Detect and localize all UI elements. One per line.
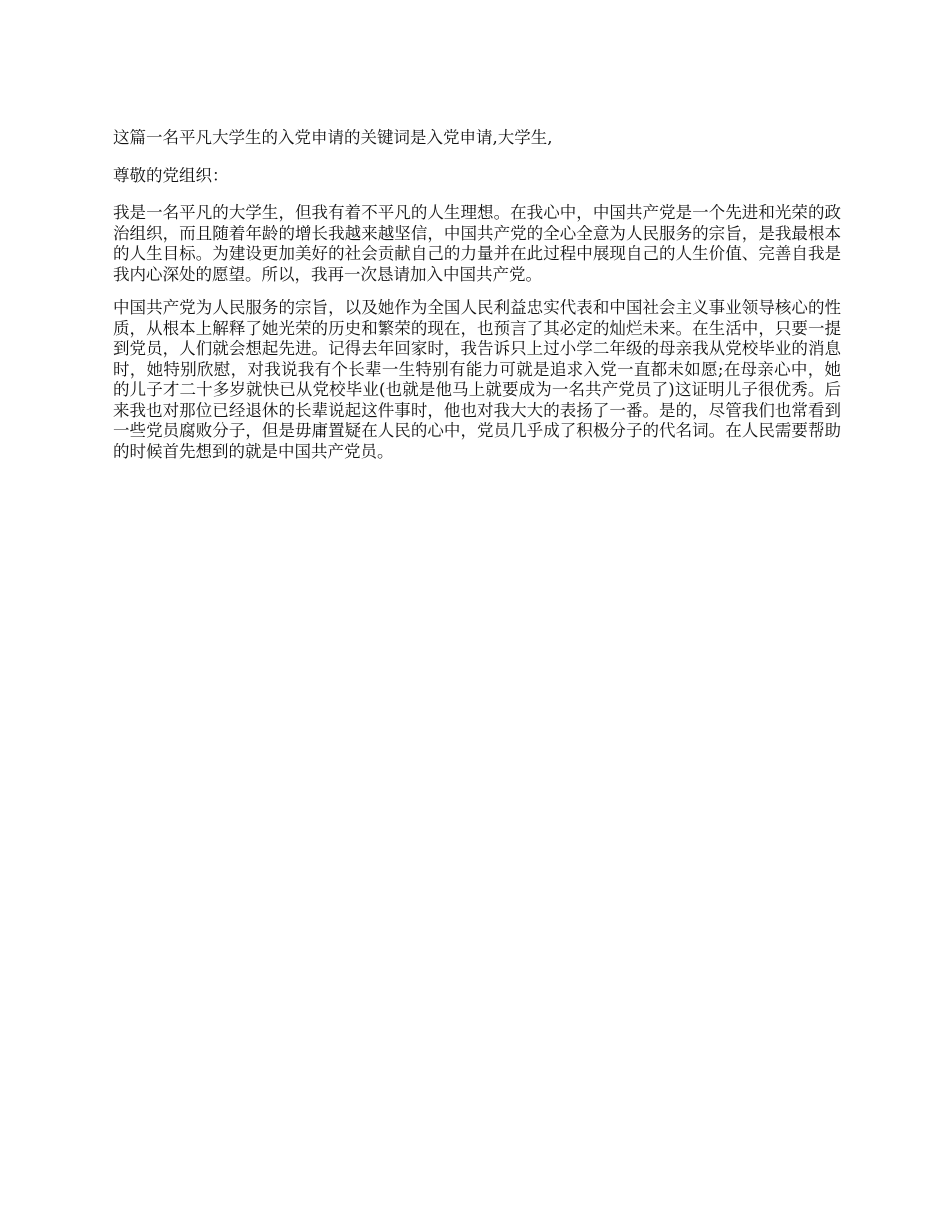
document-page bbox=[113, 128, 841, 475]
intro-line: 这篇一名平凡大学生的入党申请的关键词是入党申请,大学生, bbox=[113, 128, 553, 147]
body-paragraph-2: 中国共产党为人民服务的宗旨，以及她作为全国人民利益忠实代表和中国社会主义事业领导核心的性质，从根本上解释了她光荣的历史和繁荣的现在，也预言了其必定的灿烂未来。在生活中，只要一提到党员，人们就会想起先进。记得去年回家时，我告诉只上过小学二年级的母亲我从党校毕业的消息时，她特别欣慰，对我说我有个长辈一生特别有能力可就是追求入党一直都未如愿;在母亲心中，她的儿子才二十多岁就快已从党校毕业(也就是他马上就要成为一名共产党员了)这证明儿子很优秀。后来我也对那位已经退休的长辈说起这件事时，他也对我大大的表扬了一番。是的，尽管我们也常看到一些党员腐败分子，但是毋庸置疑在人民的心中，党员几乎成了积极分子的代名词。在人民需要帮助的时候首先想到的就是中国共产党员。 bbox=[113, 298, 841, 461]
salutation: 尊敬的党组织： bbox=[113, 165, 229, 185]
body-paragraph-1: 我是一名平凡的大学生，但我有着不平凡的人生理想。在我心中，中国共产党是一个先进和光荣的政治组织，而且随着年龄的增长我越来越坚信，中国共产党的全心全意为人民服务的宗旨，是我最根本的人生目标。为建设更加美好的社会贡献自己的力量并在此过程中展现自己的人生价值、完善自我是我内心深处的愿望。所以，我再一次恳请加入中国共产党。 bbox=[113, 203, 841, 284]
